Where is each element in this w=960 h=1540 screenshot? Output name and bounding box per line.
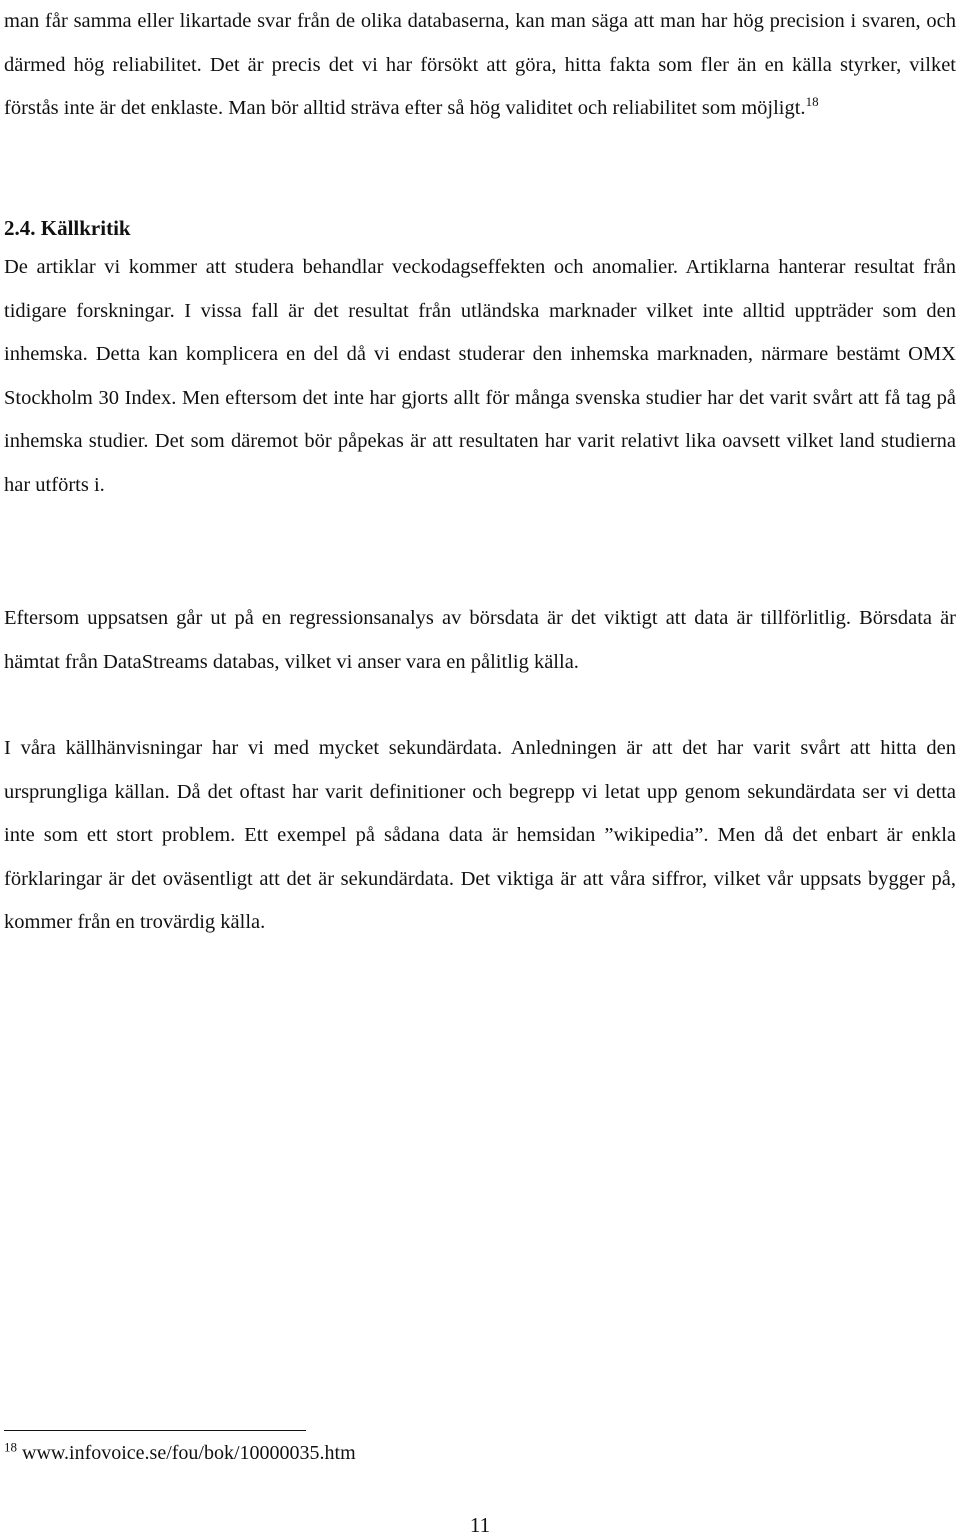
paragraph-source-criticism: De artiklar vi kommer att studera behandlar veckodagseffekten och anomalier. Artiklarna hanterar resultat från tidigare forskningar. I vissa fall är det resultat från utländska marknader vilket inte alltid uppträder som den inhemska. Detta kan komplicera en del då vi endast studerar den inhemska marknaden, närmare bestämt OMX Stockholm 30 Index. Men eftersom det inte har gjorts allt för många svenska studier har det varit svårt att få tag på inhemska studier. Det som däremot bör påpekas är att resultaten har varit relativt lika oavsett vilket land studierna har utförts i. — [4, 256, 956, 496]
page-number: 11 — [469, 1513, 491, 1537]
footnote-separator — [4, 1430, 306, 1431]
intro-paragraph — [4, 0, 956, 131]
paragraph-data-reliability: Eftersom uppsatsen går ut på en regressionsanalys av börsdata är det viktigt att data är tillförlitlig. Börsdata är hämtat från DataStreams databas, vilket vi anser vara en pålitlig källa. — [4, 607, 956, 673]
footnote-number: 18 — [4, 1439, 17, 1455]
footnote — [4, 1438, 356, 1468]
document-page — [4, 0, 956, 1537]
footnote-url[interactable]: www.infovoice.se/fou/bok/10000035.htm — [22, 1442, 356, 1464]
section-heading: 2.4. Källkritik — [4, 216, 131, 240]
footnote-reference[interactable]: 18 — [805, 94, 819, 110]
intro-text: man får samma eller likartade svar från de olika databaserna, kan man säga att man har hög precision i svaren, och därmed hög reliabilitet. Det är precis det vi har försökt att göra, hitta fakta som fler än en källa styrker, vilket förstås inte är det enklaste. Man bör alltid sträva efter så hög validitet och reliabilitet som möjligt. — [4, 10, 956, 120]
paragraph-secondary-data: I våra källhänvisningar har vi med mycket sekundärdata. Anledningen är att det har varit svårt att hitta den ursprungliga källan. Då det oftast har varit definitioner och begrepp vi letat upp genom sekundärdata ser vi detta inte som ett stort problem. Ett exempel på sådana data är hemsidan ”wikipedia”. Men då det enbart är enkla förklaringar är det oväsentligt att det är sekundärdata. Det viktiga är att våra siffror, vilket vår uppsats bygger på, kommer från en trovärdig källa. — [4, 737, 956, 934]
